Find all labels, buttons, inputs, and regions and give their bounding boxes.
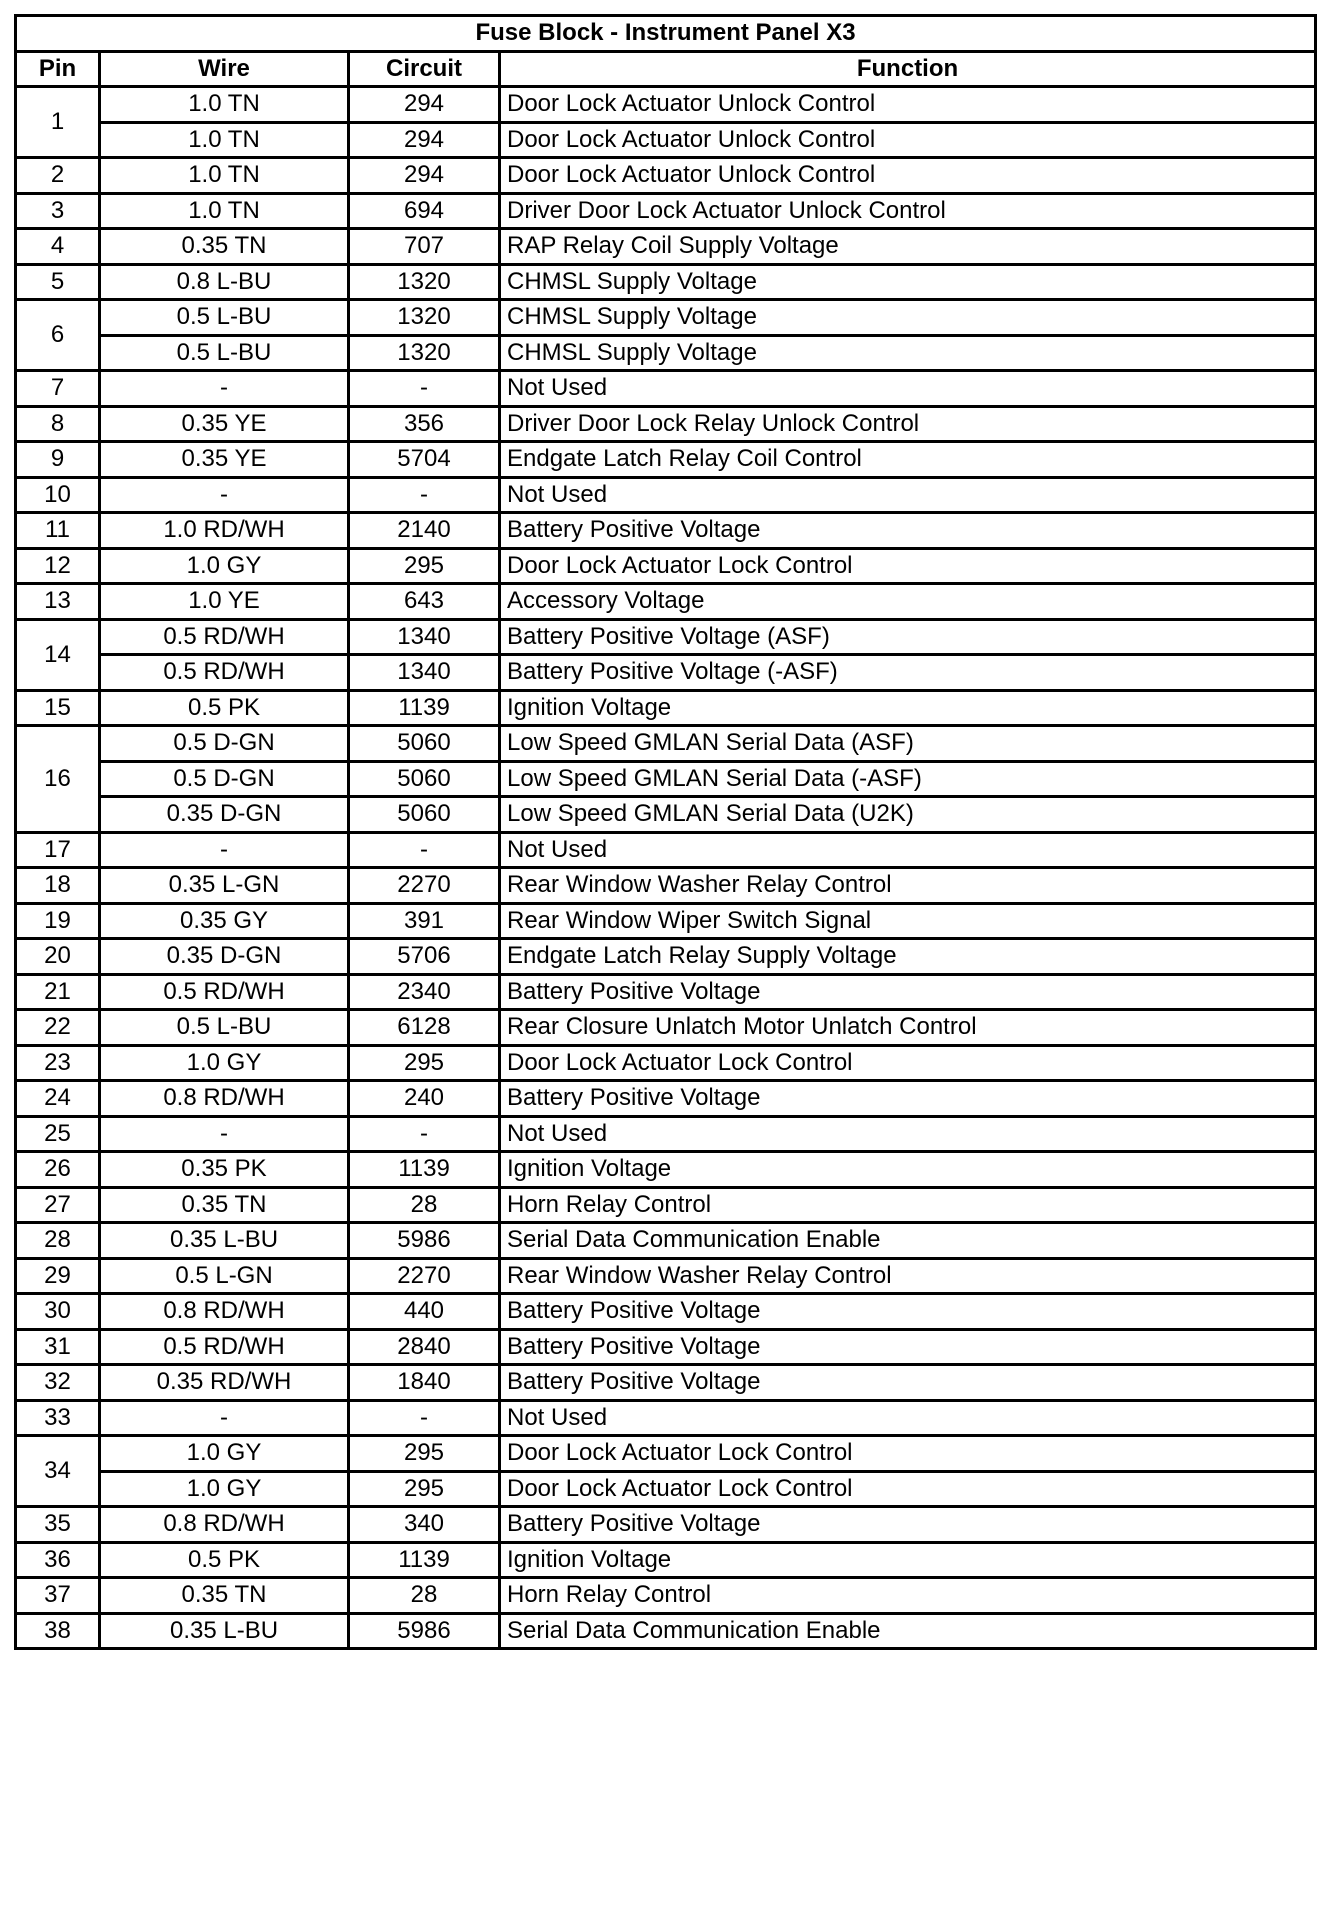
function-cell: Door Lock Actuator Lock Control (500, 1436, 1316, 1472)
function-cell: Battery Positive Voltage (500, 513, 1316, 549)
pin-cell: 11 (16, 513, 100, 549)
table-row (16, 1542, 1316, 1578)
circuit-cell: 1840 (349, 1365, 500, 1401)
wire-cell: 0.35 TN (100, 229, 349, 265)
pin-cell: 9 (16, 442, 100, 478)
table-row (16, 300, 1316, 336)
table-row (16, 1010, 1316, 1046)
table-row (16, 1507, 1316, 1543)
pin-cell: 14 (16, 619, 100, 690)
circuit-cell: 2270 (349, 868, 500, 904)
table-row (16, 193, 1316, 229)
function-cell: Battery Positive Voltage (500, 1081, 1316, 1117)
wire-cell: 0.5 PK (100, 690, 349, 726)
circuit-cell: 28 (349, 1578, 500, 1614)
circuit-cell: 295 (349, 1436, 500, 1472)
circuit-cell: 240 (349, 1081, 500, 1117)
wire-cell: 1.0 GY (100, 548, 349, 584)
circuit-cell: 295 (349, 548, 500, 584)
wire-cell: 0.35 D-GN (100, 939, 349, 975)
wire-cell: 0.35 L-BU (100, 1613, 349, 1649)
function-cell: Door Lock Actuator Unlock Control (500, 158, 1316, 194)
wire-cell: 0.5 RD/WH (100, 655, 349, 691)
circuit-cell: 1139 (349, 690, 500, 726)
header-pin: Pin (16, 51, 100, 87)
pin-cell: 38 (16, 1613, 100, 1649)
function-cell: Battery Positive Voltage (ASF) (500, 619, 1316, 655)
table-row (16, 1294, 1316, 1330)
circuit-cell: 1139 (349, 1152, 500, 1188)
pin-cell: 17 (16, 832, 100, 868)
wire-cell: - (100, 371, 349, 407)
circuit-cell: 356 (349, 406, 500, 442)
function-cell: Ignition Voltage (500, 690, 1316, 726)
wire-cell: 0.35 TN (100, 1187, 349, 1223)
table-row (16, 797, 1316, 833)
function-cell: Door Lock Actuator Unlock Control (500, 122, 1316, 158)
function-cell: Door Lock Actuator Lock Control (500, 548, 1316, 584)
wire-cell: 0.35 D-GN (100, 797, 349, 833)
circuit-cell: 1320 (349, 264, 500, 300)
header-function: Function (500, 51, 1316, 87)
function-cell: Battery Positive Voltage (500, 974, 1316, 1010)
circuit-cell: 694 (349, 193, 500, 229)
table-row (16, 1187, 1316, 1223)
table-row (16, 1152, 1316, 1188)
function-cell: Endgate Latch Relay Coil Control (500, 442, 1316, 478)
table-row (16, 335, 1316, 371)
wire-cell: - (100, 1400, 349, 1436)
table-row (16, 1400, 1316, 1436)
wire-cell: 0.35 PK (100, 1152, 349, 1188)
pin-cell: 8 (16, 406, 100, 442)
table-title: Fuse Block - Instrument Panel X3 (16, 16, 1316, 52)
circuit-cell: 440 (349, 1294, 500, 1330)
function-cell: Not Used (500, 1400, 1316, 1436)
table-row (16, 655, 1316, 691)
circuit-cell: 2140 (349, 513, 500, 549)
table-row (16, 726, 1316, 762)
circuit-cell: - (349, 832, 500, 868)
wire-cell: - (100, 477, 349, 513)
circuit-cell: 1340 (349, 655, 500, 691)
function-cell: Accessory Voltage (500, 584, 1316, 620)
table-row (16, 406, 1316, 442)
wire-cell: 0.8 RD/WH (100, 1507, 349, 1543)
wire-cell: 1.0 GY (100, 1436, 349, 1472)
pin-cell: 35 (16, 1507, 100, 1543)
circuit-cell: 6128 (349, 1010, 500, 1046)
wire-cell: - (100, 832, 349, 868)
table-row (16, 1329, 1316, 1365)
table-row (16, 548, 1316, 584)
function-cell: Ignition Voltage (500, 1542, 1316, 1578)
connector-pinout-table (14, 14, 1317, 1650)
pin-cell: 2 (16, 158, 100, 194)
function-cell: Serial Data Communication Enable (500, 1613, 1316, 1649)
pin-cell: 26 (16, 1152, 100, 1188)
circuit-cell: 2840 (349, 1329, 500, 1365)
function-cell: Rear Window Washer Relay Control (500, 868, 1316, 904)
circuit-cell: 340 (349, 1507, 500, 1543)
wire-cell: 1.0 TN (100, 87, 349, 123)
pin-cell: 37 (16, 1578, 100, 1614)
table-row (16, 832, 1316, 868)
wire-cell: 1.0 RD/WH (100, 513, 349, 549)
pin-cell: 30 (16, 1294, 100, 1330)
wire-cell: 0.8 RD/WH (100, 1294, 349, 1330)
wire-cell: - (100, 1116, 349, 1152)
table-row (16, 974, 1316, 1010)
function-cell: RAP Relay Coil Supply Voltage (500, 229, 1316, 265)
table-row (16, 1578, 1316, 1614)
pin-cell: 28 (16, 1223, 100, 1259)
pin-cell: 31 (16, 1329, 100, 1365)
table-row (16, 1045, 1316, 1081)
pin-cell: 23 (16, 1045, 100, 1081)
wire-cell: 0.5 D-GN (100, 726, 349, 762)
table-row (16, 761, 1316, 797)
function-cell: Not Used (500, 371, 1316, 407)
function-cell: Not Used (500, 832, 1316, 868)
function-cell: Horn Relay Control (500, 1578, 1316, 1614)
circuit-cell: 294 (349, 87, 500, 123)
function-cell: Horn Relay Control (500, 1187, 1316, 1223)
wire-cell: 0.5 D-GN (100, 761, 349, 797)
header-row (16, 51, 1316, 87)
function-cell: Battery Positive Voltage (500, 1294, 1316, 1330)
table-row (16, 1081, 1316, 1117)
header-circuit: Circuit (349, 51, 500, 87)
pin-cell: 36 (16, 1542, 100, 1578)
wire-cell: 0.5 L-BU (100, 335, 349, 371)
circuit-cell: 1340 (349, 619, 500, 655)
table-row (16, 903, 1316, 939)
circuit-cell: 5704 (349, 442, 500, 478)
pin-cell: 34 (16, 1436, 100, 1507)
table-row (16, 1116, 1316, 1152)
table-row (16, 1471, 1316, 1507)
pin-rows (16, 87, 1316, 1649)
wire-cell: 0.5 L-GN (100, 1258, 349, 1294)
table-row (16, 1436, 1316, 1472)
wire-cell: 0.35 YE (100, 442, 349, 478)
table-row (16, 1365, 1316, 1401)
wire-cell: 0.35 L-BU (100, 1223, 349, 1259)
function-cell: Door Lock Actuator Unlock Control (500, 87, 1316, 123)
wire-cell: 0.5 L-BU (100, 300, 349, 336)
wire-cell: 1.0 TN (100, 122, 349, 158)
pin-cell: 10 (16, 477, 100, 513)
pin-cell: 18 (16, 868, 100, 904)
pin-cell: 4 (16, 229, 100, 265)
header-wire: Wire (100, 51, 349, 87)
wire-cell: 1.0 TN (100, 158, 349, 194)
circuit-cell: 295 (349, 1045, 500, 1081)
function-cell: CHMSL Supply Voltage (500, 335, 1316, 371)
function-cell: Low Speed GMLAN Serial Data (U2K) (500, 797, 1316, 833)
wire-cell: 0.8 L-BU (100, 264, 349, 300)
wire-cell: 1.0 YE (100, 584, 349, 620)
circuit-cell: 5986 (349, 1223, 500, 1259)
table-row (16, 513, 1316, 549)
pin-cell: 7 (16, 371, 100, 407)
function-cell: Not Used (500, 477, 1316, 513)
title-row (16, 16, 1316, 52)
circuit-cell: 2340 (349, 974, 500, 1010)
function-cell: Low Speed GMLAN Serial Data (-ASF) (500, 761, 1316, 797)
pin-cell: 6 (16, 300, 100, 371)
function-cell: Battery Positive Voltage (500, 1329, 1316, 1365)
circuit-cell: 1320 (349, 300, 500, 336)
circuit-cell: 294 (349, 122, 500, 158)
circuit-cell: - (349, 477, 500, 513)
table-row (16, 158, 1316, 194)
pin-cell: 20 (16, 939, 100, 975)
pin-cell: 15 (16, 690, 100, 726)
pin-cell: 3 (16, 193, 100, 229)
circuit-cell: 295 (349, 1471, 500, 1507)
circuit-cell: 5986 (349, 1613, 500, 1649)
circuit-cell: 5060 (349, 726, 500, 762)
wire-cell: 0.5 RD/WH (100, 974, 349, 1010)
wire-cell: 0.5 RD/WH (100, 619, 349, 655)
pin-cell: 24 (16, 1081, 100, 1117)
circuit-cell: 1139 (349, 1542, 500, 1578)
wire-cell: 1.0 TN (100, 193, 349, 229)
table-row (16, 868, 1316, 904)
function-cell: CHMSL Supply Voltage (500, 300, 1316, 336)
pin-cell: 32 (16, 1365, 100, 1401)
table-row (16, 371, 1316, 407)
table-row (16, 442, 1316, 478)
circuit-cell: 2270 (349, 1258, 500, 1294)
pin-cell: 33 (16, 1400, 100, 1436)
circuit-cell: 5706 (349, 939, 500, 975)
wire-cell: 0.35 L-GN (100, 868, 349, 904)
table-row (16, 1223, 1316, 1259)
wire-cell: 0.35 TN (100, 1578, 349, 1614)
wire-cell: 1.0 GY (100, 1045, 349, 1081)
function-cell: Battery Positive Voltage (500, 1507, 1316, 1543)
fuse-block-sheet (14, 14, 1314, 1650)
table-row (16, 619, 1316, 655)
function-cell: CHMSL Supply Voltage (500, 264, 1316, 300)
wire-cell: 0.5 L-BU (100, 1010, 349, 1046)
circuit-cell: - (349, 1116, 500, 1152)
function-cell: Driver Door Lock Relay Unlock Control (500, 406, 1316, 442)
function-cell: Battery Positive Voltage (500, 1365, 1316, 1401)
pin-cell: 12 (16, 548, 100, 584)
circuit-cell: - (349, 1400, 500, 1436)
wire-cell: 0.5 RD/WH (100, 1329, 349, 1365)
table-row (16, 584, 1316, 620)
function-cell: Driver Door Lock Actuator Unlock Control (500, 193, 1316, 229)
pin-cell: 25 (16, 1116, 100, 1152)
table-row (16, 122, 1316, 158)
wire-cell: 0.35 YE (100, 406, 349, 442)
function-cell: Rear Closure Unlatch Motor Unlatch Control (500, 1010, 1316, 1046)
circuit-cell: 294 (349, 158, 500, 194)
function-cell: Door Lock Actuator Lock Control (500, 1471, 1316, 1507)
circuit-cell: 5060 (349, 761, 500, 797)
circuit-cell: 5060 (349, 797, 500, 833)
function-cell: Door Lock Actuator Lock Control (500, 1045, 1316, 1081)
pin-cell: 13 (16, 584, 100, 620)
table-row (16, 87, 1316, 123)
circuit-cell: - (349, 371, 500, 407)
table-row (16, 477, 1316, 513)
circuit-cell: 707 (349, 229, 500, 265)
pin-cell: 29 (16, 1258, 100, 1294)
pin-cell: 16 (16, 726, 100, 833)
pin-cell: 27 (16, 1187, 100, 1223)
wire-cell: 0.35 RD/WH (100, 1365, 349, 1401)
pin-cell: 22 (16, 1010, 100, 1046)
wire-cell: 0.35 GY (100, 903, 349, 939)
function-cell: Endgate Latch Relay Supply Voltage (500, 939, 1316, 975)
function-cell: Ignition Voltage (500, 1152, 1316, 1188)
wire-cell: 0.8 RD/WH (100, 1081, 349, 1117)
table-row (16, 1613, 1316, 1649)
function-cell: Rear Window Washer Relay Control (500, 1258, 1316, 1294)
pin-cell: 19 (16, 903, 100, 939)
function-cell: Not Used (500, 1116, 1316, 1152)
function-cell: Rear Window Wiper Switch Signal (500, 903, 1316, 939)
circuit-cell: 643 (349, 584, 500, 620)
circuit-cell: 1320 (349, 335, 500, 371)
circuit-cell: 391 (349, 903, 500, 939)
function-cell: Low Speed GMLAN Serial Data (ASF) (500, 726, 1316, 762)
pin-cell: 1 (16, 87, 100, 158)
pin-cell: 5 (16, 264, 100, 300)
function-cell: Battery Positive Voltage (-ASF) (500, 655, 1316, 691)
pin-cell: 21 (16, 974, 100, 1010)
wire-cell: 0.5 PK (100, 1542, 349, 1578)
table-row (16, 690, 1316, 726)
table-row (16, 1258, 1316, 1294)
function-cell: Serial Data Communication Enable (500, 1223, 1316, 1259)
table-row (16, 229, 1316, 265)
table-row (16, 939, 1316, 975)
circuit-cell: 28 (349, 1187, 500, 1223)
wire-cell: 1.0 GY (100, 1471, 349, 1507)
table-row (16, 264, 1316, 300)
